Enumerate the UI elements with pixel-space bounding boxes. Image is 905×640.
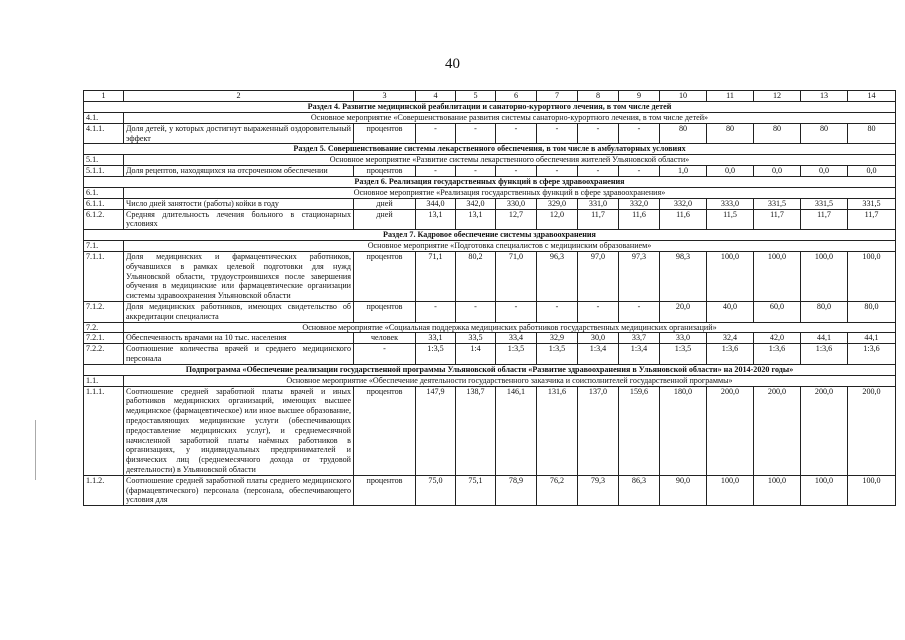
value-cell: 331,5 bbox=[754, 198, 801, 209]
value-cell: 1:3,5 bbox=[660, 344, 707, 365]
value-cell: 78,9 bbox=[496, 475, 537, 505]
section-heading-row bbox=[84, 144, 896, 155]
value-cell: 1:3,4 bbox=[578, 344, 619, 365]
value-cell: - bbox=[537, 301, 578, 322]
row-number: 7.2.2. bbox=[84, 344, 124, 365]
header-cell: 2 bbox=[124, 91, 354, 102]
value-cell: - bbox=[537, 123, 578, 144]
value-cell: 30,0 bbox=[578, 333, 619, 344]
table-row bbox=[84, 123, 896, 144]
row-number: 6.1. bbox=[84, 187, 124, 198]
row-number: 1.1.1. bbox=[84, 386, 124, 475]
value-cell: 12,7 bbox=[496, 209, 537, 230]
left-margin-mark bbox=[35, 420, 36, 480]
header-cell: 9 bbox=[619, 91, 660, 102]
value-cell: 32,4 bbox=[707, 333, 754, 344]
value-cell: 342,0 bbox=[456, 198, 496, 209]
value-cell: 97,0 bbox=[578, 251, 619, 301]
value-cell: - bbox=[496, 123, 537, 144]
value-cell: 332,0 bbox=[660, 198, 707, 209]
row-number: 7.2.1. bbox=[84, 333, 124, 344]
value-cell: 333,0 bbox=[707, 198, 754, 209]
value-cell: 200,0 bbox=[754, 386, 801, 475]
value-cell: 180,0 bbox=[660, 386, 707, 475]
measure-row bbox=[84, 241, 896, 252]
header-cell: 13 bbox=[801, 91, 848, 102]
value-cell: 13,1 bbox=[456, 209, 496, 230]
unit-cell: дней bbox=[354, 209, 416, 230]
header-cell: 11 bbox=[707, 91, 754, 102]
value-cell: - bbox=[619, 166, 660, 177]
indicator-name: Соотношение средней заработной платы врачей и иных работников медицинских организаций, имеющих высшее медицинское (фармацевтическое) или иное высшее образование, предоставляющих медицинские услуги (обеспечивающих предоставление медицинских услуг), и среднемесячной начисленной заработной платы наёмных работников в организациях, у индивидуальных предпринимателей и физических лиц (среднемесячного дохода от трудовой деятельности) в Ульяновской области bbox=[124, 386, 354, 475]
row-number: 7.1. bbox=[84, 241, 124, 252]
row-number: 4.1. bbox=[84, 113, 124, 124]
value-cell: - bbox=[619, 123, 660, 144]
value-cell: 331,5 bbox=[801, 198, 848, 209]
header-cell: 14 bbox=[848, 91, 896, 102]
value-cell: 100,0 bbox=[754, 475, 801, 505]
measure-row bbox=[84, 322, 896, 333]
measure-row bbox=[84, 375, 896, 386]
value-cell: 33,0 bbox=[660, 333, 707, 344]
value-cell: 80 bbox=[660, 123, 707, 144]
value-cell: 0,0 bbox=[801, 166, 848, 177]
value-cell: 79,3 bbox=[578, 475, 619, 505]
row-number: 5.1. bbox=[84, 155, 124, 166]
value-cell: 11,7 bbox=[801, 209, 848, 230]
value-cell: 137,0 bbox=[578, 386, 619, 475]
value-cell: 330,0 bbox=[496, 198, 537, 209]
value-cell: 75,0 bbox=[416, 475, 456, 505]
measure-row bbox=[84, 187, 896, 198]
value-cell: 80,2 bbox=[456, 251, 496, 301]
value-cell: 33,1 bbox=[416, 333, 456, 344]
value-cell: 146,1 bbox=[496, 386, 537, 475]
section-heading: Раздел 6. Реализация государственных функций в сфере здравоохранения bbox=[84, 176, 896, 187]
value-cell: - bbox=[537, 166, 578, 177]
table-row bbox=[84, 251, 896, 301]
value-cell: 344,0 bbox=[416, 198, 456, 209]
value-cell: 0,0 bbox=[707, 166, 754, 177]
value-cell: 1:3,5 bbox=[496, 344, 537, 365]
table-row bbox=[84, 198, 896, 209]
value-cell: 12,0 bbox=[537, 209, 578, 230]
measure-title: Основное мероприятие «Подготовка специалистов с медицинским образованием» bbox=[124, 241, 896, 252]
value-cell: - bbox=[456, 123, 496, 144]
table-body bbox=[84, 91, 896, 506]
value-cell: 96,3 bbox=[537, 251, 578, 301]
header-cell: 6 bbox=[496, 91, 537, 102]
value-cell: - bbox=[456, 301, 496, 322]
value-cell: 90,0 bbox=[660, 475, 707, 505]
value-cell: 100,0 bbox=[801, 475, 848, 505]
value-cell: 1:3,6 bbox=[801, 344, 848, 365]
measure-title: Основное мероприятие «Социальная поддержка медицинских работников государственных медицинских организаций» bbox=[124, 322, 896, 333]
value-cell: 11,6 bbox=[619, 209, 660, 230]
value-cell: 11,7 bbox=[754, 209, 801, 230]
measure-title: Основное мероприятие «Реализация государственных функций в сфере здравоохранения» bbox=[124, 187, 896, 198]
header-cell: 7 bbox=[537, 91, 578, 102]
section-heading: Подпрограмма «Обеспечение реализации государственной программы Ульяновской области «Развитие здравоохранения в Ульяновской области» на 2014-2020 годы» bbox=[84, 364, 896, 375]
header-cell: 5 bbox=[456, 91, 496, 102]
value-cell: - bbox=[456, 166, 496, 177]
value-cell: 32,9 bbox=[537, 333, 578, 344]
indicator-table-container bbox=[83, 90, 881, 506]
row-number: 6.1.2. bbox=[84, 209, 124, 230]
header-cell: 1 bbox=[84, 91, 124, 102]
value-cell: 1:3,6 bbox=[754, 344, 801, 365]
section-heading-row bbox=[84, 364, 896, 375]
value-cell: 80 bbox=[754, 123, 801, 144]
value-cell: 100,0 bbox=[848, 251, 896, 301]
header-cell: 12 bbox=[754, 91, 801, 102]
indicator-name: Средняя длительность лечения больного в стационарных условиях bbox=[124, 209, 354, 230]
unit-cell: процентов bbox=[354, 251, 416, 301]
value-cell: 147,9 bbox=[416, 386, 456, 475]
value-cell: - bbox=[619, 301, 660, 322]
unit-cell: процентов bbox=[354, 386, 416, 475]
unit-cell: процентов bbox=[354, 166, 416, 177]
value-cell: 159,6 bbox=[619, 386, 660, 475]
header-cell: 4 bbox=[416, 91, 456, 102]
value-cell: 11,6 bbox=[660, 209, 707, 230]
measure-row bbox=[84, 113, 896, 124]
indicator-name: Число дней занятости (работы) койки в году bbox=[124, 198, 354, 209]
value-cell: 200,0 bbox=[848, 386, 896, 475]
table-row bbox=[84, 344, 896, 365]
value-cell: 80 bbox=[848, 123, 896, 144]
value-cell: 75,1 bbox=[456, 475, 496, 505]
indicator-name: Соотношение средней заработной платы среднего медицинского (фармацевтического) персонала (персонала, обеспечивающего условия для bbox=[124, 475, 354, 505]
measure-title: Основное мероприятие «Обеспечение деятельности государственного заказчика и соисполнителей государственной программы» bbox=[124, 375, 896, 386]
table-row bbox=[84, 166, 896, 177]
value-cell: 100,0 bbox=[801, 251, 848, 301]
header-cell: 8 bbox=[578, 91, 619, 102]
value-cell: - bbox=[578, 166, 619, 177]
value-cell: 331,5 bbox=[848, 198, 896, 209]
value-cell: 86,3 bbox=[619, 475, 660, 505]
indicator-name: Доля медицинских работников, имеющих свидетельство об аккредитации специалиста bbox=[124, 301, 354, 322]
row-number: 1.1.2. bbox=[84, 475, 124, 505]
section-heading: Раздел 5. Совершенствование системы лекарственного обеспечения, в том числе в амбулаторных условиях bbox=[84, 144, 896, 155]
value-cell: - bbox=[578, 301, 619, 322]
value-cell: 71,0 bbox=[496, 251, 537, 301]
value-cell: 98,3 bbox=[660, 251, 707, 301]
value-cell: 100,0 bbox=[848, 475, 896, 505]
page-number: 40 bbox=[445, 56, 460, 72]
row-number: 7.1.2. bbox=[84, 301, 124, 322]
value-cell: 1,0 bbox=[660, 166, 707, 177]
value-cell: - bbox=[496, 166, 537, 177]
unit-cell: - bbox=[354, 344, 416, 365]
value-cell: 33,5 bbox=[456, 333, 496, 344]
section-heading-row bbox=[84, 102, 896, 113]
value-cell: 33,4 bbox=[496, 333, 537, 344]
measure-title: Основное мероприятие «Совершенствование развития системы санаторно-курортного лечения, в том числе детей» bbox=[124, 113, 896, 124]
indicator-name: Доля медицинских и фармацевтических работников, обучавшихся в рамках целевой подготовки для нужд Ульяновской области, трудоустроившихся после завершения обучения в медицинские или фармацевтические организации системы здравоохранения Ульяновской области bbox=[124, 251, 354, 301]
value-cell: 80 bbox=[707, 123, 754, 144]
row-number: 5.1.1. bbox=[84, 166, 124, 177]
value-cell: - bbox=[416, 166, 456, 177]
value-cell: 329,0 bbox=[537, 198, 578, 209]
unit-cell: процентов bbox=[354, 475, 416, 505]
value-cell: 80 bbox=[801, 123, 848, 144]
unit-cell: человек bbox=[354, 333, 416, 344]
indicator-table bbox=[83, 90, 896, 506]
value-cell: 1:3,6 bbox=[707, 344, 754, 365]
section-heading: Раздел 4. Развитие медицинской реабилитации и санаторно-курортного лечения, в том числе детей bbox=[84, 102, 896, 113]
value-cell: 44,1 bbox=[848, 333, 896, 344]
value-cell: 60,0 bbox=[754, 301, 801, 322]
value-cell: 0,0 bbox=[754, 166, 801, 177]
indicator-name: Соотношение количества врачей и среднего медицинского персонала bbox=[124, 344, 354, 365]
measure-row bbox=[84, 155, 896, 166]
table-row bbox=[84, 475, 896, 505]
row-number: 6.1.1. bbox=[84, 198, 124, 209]
value-cell: 331,0 bbox=[578, 198, 619, 209]
value-cell: 11,7 bbox=[848, 209, 896, 230]
value-cell: 1:4 bbox=[456, 344, 496, 365]
indicator-name: Доля детей, у которых достигнут выраженный оздоровительный эффект bbox=[124, 123, 354, 144]
value-cell: 97,3 bbox=[619, 251, 660, 301]
value-cell: 131,6 bbox=[537, 386, 578, 475]
table-row bbox=[84, 333, 896, 344]
unit-cell: дней bbox=[354, 198, 416, 209]
value-cell: - bbox=[416, 123, 456, 144]
row-number: 7.1.1. bbox=[84, 251, 124, 301]
value-cell: 100,0 bbox=[754, 251, 801, 301]
value-cell: 42,0 bbox=[754, 333, 801, 344]
value-cell: 40,0 bbox=[707, 301, 754, 322]
value-cell: 100,0 bbox=[707, 475, 754, 505]
value-cell: 11,5 bbox=[707, 209, 754, 230]
header-cell: 10 bbox=[660, 91, 707, 102]
value-cell: 1:3,5 bbox=[537, 344, 578, 365]
value-cell: 71,1 bbox=[416, 251, 456, 301]
unit-cell: процентов bbox=[354, 123, 416, 144]
value-cell: 20,0 bbox=[660, 301, 707, 322]
value-cell: 1:3,5 bbox=[416, 344, 456, 365]
value-cell: 0,0 bbox=[848, 166, 896, 177]
value-cell: 138,7 bbox=[456, 386, 496, 475]
value-cell: 80,0 bbox=[801, 301, 848, 322]
value-cell: 200,0 bbox=[801, 386, 848, 475]
value-cell: - bbox=[416, 301, 456, 322]
section-heading: Раздел 7. Кадровое обеспечение системы здравоохранения bbox=[84, 230, 896, 241]
measure-title: Основное мероприятие «Развитие системы лекарственного обеспечения жителей Ульяновской области» bbox=[124, 155, 896, 166]
row-number: 1.1. bbox=[84, 375, 124, 386]
section-heading-row bbox=[84, 230, 896, 241]
value-cell: - bbox=[496, 301, 537, 322]
value-cell: 1:3,4 bbox=[619, 344, 660, 365]
value-cell: 76,2 bbox=[537, 475, 578, 505]
value-cell: 11,7 bbox=[578, 209, 619, 230]
section-heading-row bbox=[84, 176, 896, 187]
value-cell: 13,1 bbox=[416, 209, 456, 230]
header-row bbox=[84, 91, 896, 102]
table-row bbox=[84, 301, 896, 322]
header-cell: 3 bbox=[354, 91, 416, 102]
row-number: 4.1.1. bbox=[84, 123, 124, 144]
table-row bbox=[84, 386, 896, 475]
value-cell: 44,1 bbox=[801, 333, 848, 344]
value-cell: 200,0 bbox=[707, 386, 754, 475]
value-cell: 33,7 bbox=[619, 333, 660, 344]
unit-cell: процентов bbox=[354, 301, 416, 322]
value-cell: - bbox=[578, 123, 619, 144]
row-number: 7.2. bbox=[84, 322, 124, 333]
value-cell: 332,0 bbox=[619, 198, 660, 209]
indicator-name: Обеспеченность врачами на 10 тыс. населения bbox=[124, 333, 354, 344]
value-cell: 100,0 bbox=[707, 251, 754, 301]
value-cell: 80,0 bbox=[848, 301, 896, 322]
indicator-name: Доля рецептов, находящихся на отсроченном обеспечении bbox=[124, 166, 354, 177]
table-row bbox=[84, 209, 896, 230]
value-cell: 1:3,6 bbox=[848, 344, 896, 365]
